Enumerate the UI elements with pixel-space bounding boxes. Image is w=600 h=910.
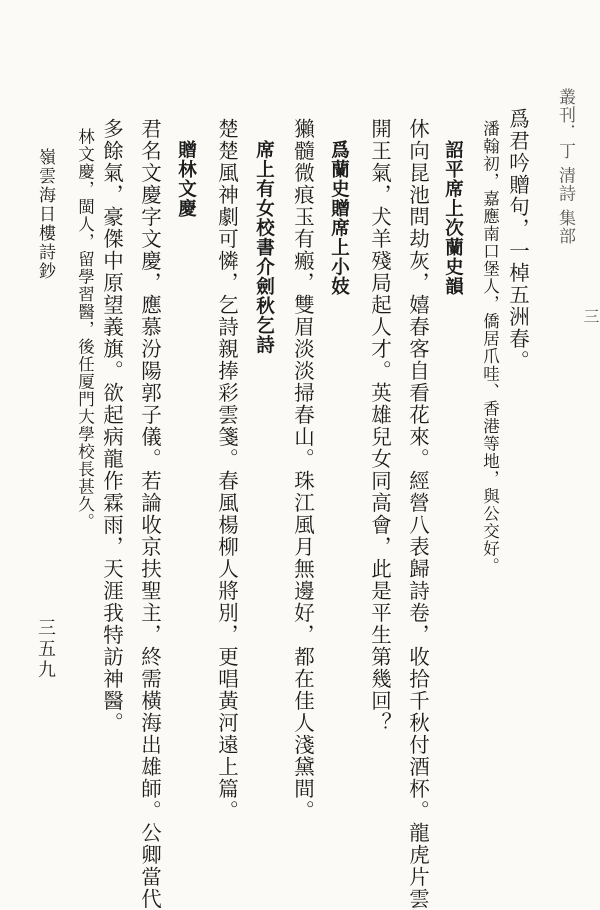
poem-line: 獺髓微痕玉有瘢，雙眉淡淡掃春山。珠江風月無邊好，都在佳人淺黛間。 [290,118,315,822]
running-head: 叢刊．丁 清詩 集部 [555,88,575,245]
poem-title: 詔平席上次蘭史韻 [442,140,464,296]
poem-note: 林文慶，閩人，留學習醫，後任厦門大學校長甚久。 [75,128,95,531]
poem-line: 多餘氣，豪傑中原望義旗。欲起病龍作霖雨，天涯我特訪神醫。 [99,118,124,734]
page-number: 三五九 [35,618,56,681]
poem-line: 開王氣，犬羊殘局起人才。英雄兒女同高會，此是平生第幾回？ [367,118,392,734]
book-title: 嶺雲海日樓詩鈔 [35,148,55,281]
poem-title: 席上有女校書介劍秋乞詩 [253,140,275,355]
poem-line: 君名文慶字文慶，應慕汾陽郭子儀。若論收京扶聖主，終需橫海出雄師。公卿當代 [137,118,162,910]
poem-line: 休向昆池問劫灰，嬉春客自看花來。經營八表歸詩卷，收拾千秋付酒杯。龍虎片雲 [405,118,430,910]
poem-line: 楚楚風神劇可憐，乞詩親捧彩雲箋。春風楊柳人將別，更唱黃河遠上篇。 [214,118,239,822]
poem-note: 潘翰初，嘉應南口堡人，僑居爪哇、香港等地，與公交好。 [480,120,500,575]
poem-title: 贈林文慶 [175,140,197,218]
poem-title: 爲蘭史贈席上小妓 [328,140,350,296]
edge-mark: 三 [581,308,600,324]
poem-ending-line: 爲君吟贈句，一棹五洲春。 [505,108,530,372]
